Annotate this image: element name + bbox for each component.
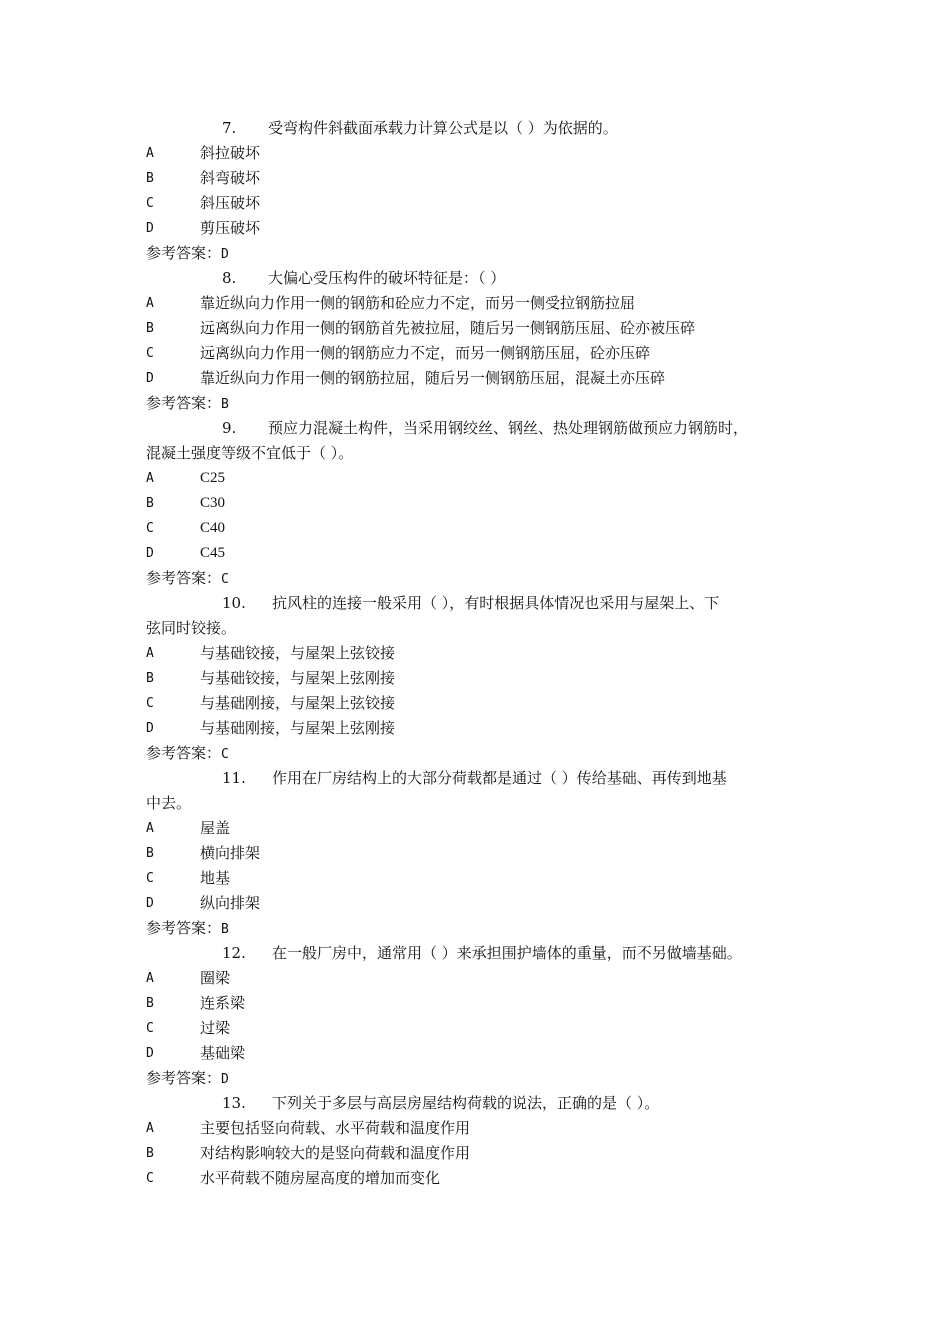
answer-label: 参考答案：	[146, 919, 222, 937]
option-letter: A	[146, 1121, 154, 1136]
question-12	[146, 941, 816, 966]
option-text: C40	[200, 520, 226, 536]
question-7	[146, 116, 816, 141]
option-letter: B	[146, 996, 154, 1011]
question-number: 9.	[222, 419, 237, 437]
option-b	[146, 491, 816, 516]
option-c	[146, 341, 816, 366]
option-text: 斜压破坏	[200, 194, 261, 212]
option-text: 主要包括竖向荷载、水平荷载和温度作用	[200, 1119, 471, 1137]
option-b	[146, 1141, 816, 1166]
question-number: 7.	[222, 119, 237, 137]
question-number: 12.	[222, 944, 246, 962]
option-text: 与基础铰接，与屋架上弦刚接	[200, 669, 396, 687]
question-text-continued: 混凝土强度等级不宜低于（ ）。	[146, 444, 354, 462]
option-text: 剪压破坏	[200, 219, 261, 237]
option-letter: A	[146, 646, 154, 661]
option-letter: B	[146, 1146, 154, 1161]
answer-value: B	[221, 922, 229, 937]
option-text: 远离纵向力作用一侧的钢筋首先被拉屈，随后另一侧钢筋压屈、砼亦被压碎	[200, 319, 696, 337]
option-letter: C	[146, 696, 154, 711]
option-text: 远离纵向力作用一侧的钢筋应力不定，而另一侧钢筋压屈，砼亦压碎	[200, 344, 651, 362]
option-d	[146, 541, 816, 566]
option-letter: D	[146, 371, 154, 386]
option-text: 屋盖	[200, 819, 231, 837]
option-text: 对结构影响较大的是竖向荷载和温度作用	[200, 1144, 471, 1162]
question-9	[146, 416, 816, 441]
option-d	[146, 1041, 816, 1066]
option-text: C45	[200, 545, 226, 561]
option-letter: C	[146, 346, 154, 361]
option-text: 圈梁	[200, 969, 231, 987]
option-letter: A	[146, 821, 154, 836]
question-text: 受弯构件斜截面承载力计算公式是以（ ）为依据的。	[268, 119, 618, 137]
option-d	[146, 891, 816, 916]
answer-value: D	[221, 247, 229, 262]
answer-value: B	[221, 397, 229, 412]
question-text: 作用在厂房结构上的大部分荷载都是通过（ ）传给基础、再传到地基	[272, 769, 727, 787]
option-b	[146, 166, 816, 191]
option-b	[146, 841, 816, 866]
question-number: 10.	[222, 594, 246, 612]
option-text: 过梁	[200, 1019, 231, 1037]
question-text: 大偏心受压构件的破坏特征是：（ ）	[268, 269, 506, 287]
option-text: 纵向排架	[200, 894, 261, 912]
option-b	[146, 666, 816, 691]
option-c	[146, 1166, 816, 1191]
answer-value: D	[221, 1072, 229, 1087]
answer-label: 参考答案：	[146, 394, 222, 412]
option-a	[146, 466, 816, 491]
option-letter: B	[146, 496, 154, 511]
answer-label: 参考答案：	[146, 569, 222, 587]
option-letter: C	[146, 871, 154, 886]
question-text: 在一般厂房中，通常用（ ）来承担围护墙体的重量，而不另做墙基础。	[272, 944, 742, 962]
answer-label: 参考答案：	[146, 1069, 222, 1087]
option-a	[146, 1116, 816, 1141]
option-letter: A	[146, 971, 154, 986]
question-10	[146, 591, 816, 616]
option-letter: D	[146, 721, 154, 736]
option-a	[146, 816, 816, 841]
option-letter: D	[146, 896, 154, 911]
answer-label: 参考答案：	[146, 744, 222, 762]
option-letter: D	[146, 221, 154, 236]
option-d	[146, 366, 816, 391]
document-page	[146, 116, 816, 1191]
question-13	[146, 1091, 816, 1116]
question-text: 预应力混凝土构件，当采用钢绞丝、钢丝、热处理钢筋做预应力钢筋时，	[268, 419, 749, 437]
option-text: 靠近纵向力作用一侧的钢筋和砼应力不定，而另一侧受拉钢筋拉屈	[200, 294, 636, 312]
answer-value: C	[221, 747, 229, 762]
option-letter: D	[146, 1046, 154, 1061]
option-text: 水平荷载不随房屋高度的增加而变化	[200, 1169, 441, 1187]
answer-line	[146, 916, 816, 941]
answer-line	[146, 1066, 816, 1091]
option-c	[146, 191, 816, 216]
option-c	[146, 1016, 816, 1041]
answer-line	[146, 741, 816, 766]
option-text: 连系梁	[200, 994, 246, 1012]
option-letter: B	[146, 846, 154, 861]
answer-line	[146, 241, 816, 266]
option-text: 与基础刚接，与屋架上弦铰接	[200, 694, 396, 712]
option-text: C25	[200, 470, 226, 486]
option-letter: C	[146, 1021, 154, 1036]
option-text: 斜弯破坏	[200, 169, 261, 187]
option-letter: A	[146, 146, 154, 161]
option-letter: B	[146, 321, 154, 336]
option-c	[146, 866, 816, 891]
question-text: 抗风柱的连接一般采用（ ），有时根据具体情况也采用与屋架上、下	[272, 594, 720, 612]
question-8	[146, 266, 816, 291]
option-b	[146, 316, 816, 341]
question-number: 11.	[222, 769, 246, 787]
option-d	[146, 216, 816, 241]
question-text-continued: 中去。	[146, 794, 192, 812]
option-text: C30	[200, 495, 226, 511]
option-a	[146, 291, 816, 316]
option-letter: A	[146, 471, 154, 486]
option-a	[146, 141, 816, 166]
option-letter: C	[146, 196, 154, 211]
question-number: 8.	[222, 269, 237, 287]
option-a	[146, 641, 816, 666]
question-number: 13.	[222, 1094, 246, 1112]
option-text: 基础梁	[200, 1044, 246, 1062]
question-text-continued: 弦同时铰接。	[146, 619, 237, 637]
answer-line	[146, 391, 816, 416]
option-d	[146, 716, 816, 741]
option-letter: D	[146, 546, 154, 561]
option-letter: B	[146, 671, 154, 686]
option-letter: B	[146, 171, 154, 186]
option-text: 与基础铰接，与屋架上弦铰接	[200, 644, 396, 662]
option-letter: C	[146, 521, 154, 536]
answer-label: 参考答案：	[146, 244, 222, 262]
option-letter: A	[146, 296, 154, 311]
option-letter: C	[146, 1171, 154, 1186]
option-c	[146, 516, 816, 541]
option-text: 横向排架	[200, 844, 261, 862]
option-text: 与基础刚接，与屋架上弦刚接	[200, 719, 396, 737]
answer-value: C	[221, 572, 229, 587]
option-a	[146, 966, 816, 991]
question-text: 下列关于多层与高层房屋结构荷载的说法，正确的是（ ）。	[272, 1094, 660, 1112]
option-text: 地基	[200, 869, 231, 887]
option-c	[146, 691, 816, 716]
answer-line	[146, 566, 816, 591]
option-text: 斜拉破坏	[200, 144, 261, 162]
question-11	[146, 766, 816, 791]
option-b	[146, 991, 816, 1016]
option-text: 靠近纵向力作用一侧的钢筋拉屈，随后另一侧钢筋压屈，混凝土亦压碎	[200, 369, 666, 387]
